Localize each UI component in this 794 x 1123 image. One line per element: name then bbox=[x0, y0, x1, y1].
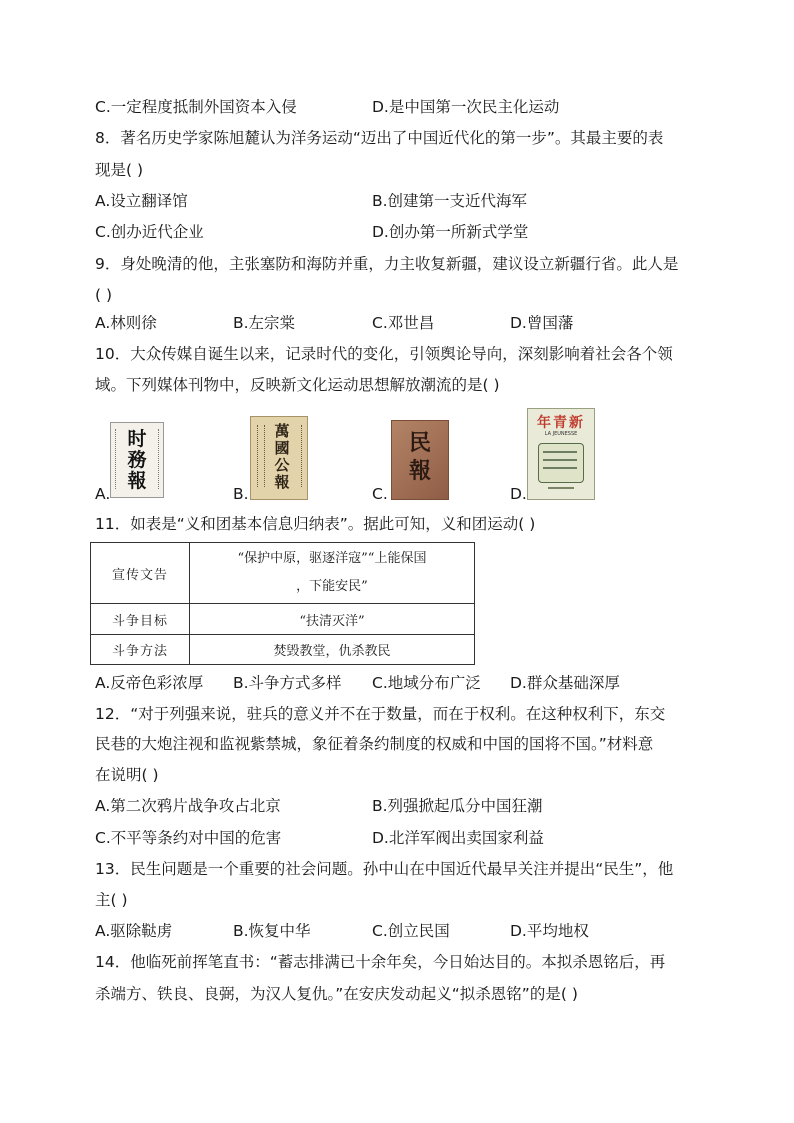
q12-option-a: A.第二次鸦片战争攻占北京 bbox=[95, 797, 281, 815]
shiwubao-char-2: 務 bbox=[127, 449, 147, 471]
wanguo-char-1: 萬 bbox=[274, 422, 290, 440]
wanguo-char-4: 報 bbox=[274, 473, 290, 491]
xinqingnian-title: 年青新 bbox=[537, 415, 585, 431]
q11-option-d: D.群众基础深厚 bbox=[510, 674, 620, 692]
table-cell-goal: “扶清灭洋” bbox=[190, 604, 475, 635]
table-head-goal: 斗争目标 bbox=[91, 604, 190, 635]
boxer-info-table bbox=[90, 542, 475, 665]
q8-stem-line2: 现是( ) bbox=[95, 161, 144, 179]
q10-option-b: B. bbox=[233, 485, 249, 503]
shiwubao-char-3: 報 bbox=[127, 470, 147, 492]
q8-option-b: B.创建第一支近代海军 bbox=[372, 192, 528, 210]
q12-option-d: D.北洋军阀出卖国家利益 bbox=[372, 829, 544, 847]
q10-option-a: A. bbox=[95, 485, 111, 503]
q11-option-a: A.反帝色彩浓厚 bbox=[95, 674, 204, 692]
q9-option-c: C.邓世昌 bbox=[372, 314, 435, 332]
q11-stem: 11．如表是“义和团基本信息归纳表”。据此可知，义和团运动( ) bbox=[95, 515, 536, 533]
minbao-char-2: 報 bbox=[408, 458, 431, 484]
q12-stem-line1: 12．“对于列强来说，驻兵的意义并不在于数量，而在于权利。在这种权利下，东交 bbox=[95, 705, 666, 723]
q7-option-d: D.是中国第一次民主化运动 bbox=[372, 98, 560, 116]
q8-stem-line1: 8．著名历史学家陈旭麓认为洋务运动“迈出了中国近代化的第一步”。其最主要的表 bbox=[95, 129, 664, 147]
q9-option-b: B.左宗棠 bbox=[233, 314, 296, 332]
newspaper-xinqingnian-image bbox=[527, 408, 595, 500]
table-head-propaganda: 宣传文告 bbox=[91, 543, 190, 604]
q9-stem-line2: ( ) bbox=[95, 286, 113, 304]
q9-option-d: D.曾国藩 bbox=[510, 314, 574, 332]
q10-option-d: D. bbox=[510, 485, 527, 503]
q12-stem-line2: 民巷的大炮注视和监视紫禁城，象征着条约制度的权威和中国的国将不国。”材料意 bbox=[95, 735, 654, 753]
minbao-char-1: 民 bbox=[408, 430, 431, 456]
propaganda-line2: ，下能安民” bbox=[296, 579, 368, 594]
xinqingnian-frame bbox=[538, 443, 584, 483]
q14-stem-line2: 杀端方、铁良、良弼，为汉人复仇。”在安庆发动起义“拟杀恩铭”的是( ) bbox=[95, 985, 578, 1003]
q10-stem-line2: 域。下列媒体刊物中，反映新文化运动思想解放潮流的是( ) bbox=[95, 376, 500, 394]
xinqingnian-subtitle: LA JEUNESSE bbox=[544, 431, 578, 437]
q13-option-d: D.平均地权 bbox=[510, 922, 589, 940]
q8-option-d: D.创办第一所新式学堂 bbox=[372, 223, 529, 241]
wanguo-char-3: 公 bbox=[274, 456, 290, 474]
newspaper-shiwubao-image bbox=[110, 422, 164, 498]
q11-option-c: C.地域分布广泛 bbox=[372, 674, 481, 692]
shiwubao-char-1: 时 bbox=[127, 428, 147, 450]
table-cell-method: 焚毁教堂，仇杀教民 bbox=[190, 635, 475, 665]
q10-stem-line1: 10．大众传媒自诞生以来，记录时代的变化，引领舆论导向，深刻影响着社会各个领 bbox=[95, 345, 673, 363]
q13-option-b: B.恢复中华 bbox=[233, 922, 311, 940]
table-cell-propaganda bbox=[190, 543, 475, 604]
q7-option-c: C.一定程度抵制外国资本入侵 bbox=[95, 98, 297, 116]
table-row bbox=[91, 635, 475, 665]
table-row bbox=[91, 604, 475, 635]
wanguo-char-2: 國 bbox=[274, 439, 290, 457]
propaganda-line1: “保护中原，驱逐洋寇”“上能保国 bbox=[237, 551, 427, 566]
q12-option-c: C.不平等条约对中国的危害 bbox=[95, 829, 282, 847]
q13-option-a: A.驱除鞑虏 bbox=[95, 922, 173, 940]
q13-option-c: C.创立民国 bbox=[372, 922, 450, 940]
q13-stem-line1: 13．民生问题是一个重要的社会问题。孙中山在中国近代最早关注并提出“民生”，他 bbox=[95, 860, 674, 878]
q14-stem-line1: 14．他临死前挥笔直书：“蓄志排满已十余年矣，今日始达目的。本拟杀恩铭后，再 bbox=[95, 953, 666, 971]
q11-option-b: B.斗争方式多样 bbox=[233, 674, 342, 692]
table-row bbox=[91, 543, 475, 604]
q8-option-c: C.创办近代企业 bbox=[95, 223, 204, 241]
q9-stem-line1: 9．身处晚清的他，主张塞防和海防并重，力主收复新疆，建议设立新疆行省。此人是 bbox=[95, 255, 679, 273]
q10-option-c: C. bbox=[372, 485, 388, 503]
q12-option-b: B.列强掀起瓜分中国狂潮 bbox=[372, 797, 543, 815]
table-head-method: 斗争方法 bbox=[91, 635, 190, 665]
q12-stem-line3: 在说明( ) bbox=[95, 766, 159, 784]
q13-stem-line2: 主( ) bbox=[95, 891, 128, 909]
q9-option-a: A.林则徐 bbox=[95, 314, 157, 332]
newspaper-wanguogongbao-image bbox=[250, 416, 308, 500]
newspaper-minbao-image bbox=[391, 420, 449, 500]
q8-option-a: A.设立翻译馆 bbox=[95, 192, 188, 210]
